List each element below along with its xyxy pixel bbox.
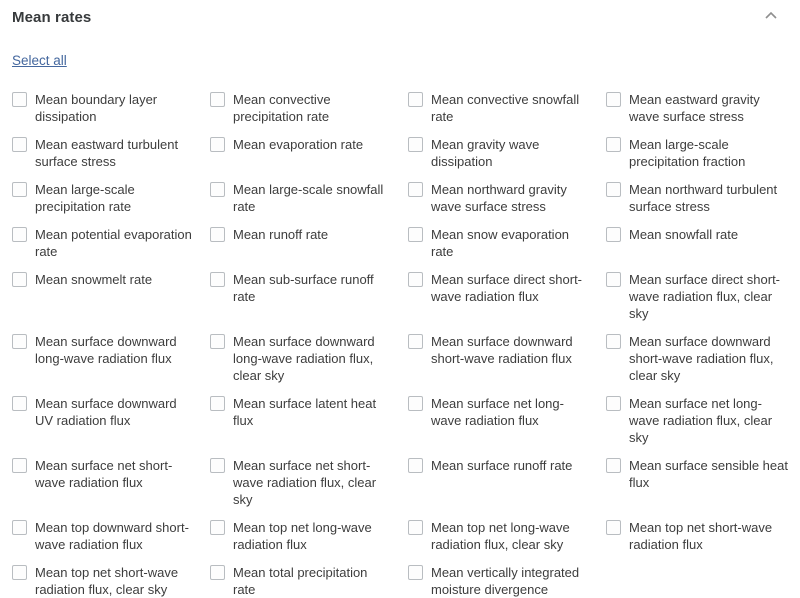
checkbox-item[interactable] [606,333,788,384]
checkbox-item[interactable] [210,136,392,153]
checkbox[interactable] [408,396,423,411]
checkbox[interactable] [210,565,225,580]
checkbox[interactable] [408,458,423,473]
checkbox-item[interactable] [408,226,590,260]
checkbox-label: Mean eastward turbulent surface stress [35,137,179,169]
checkbox[interactable] [12,92,27,107]
checkbox-label: Mean large-scale precipitation rate [35,182,135,214]
checkbox[interactable] [606,92,621,107]
section-header [12,9,788,26]
checkbox[interactable] [12,565,27,580]
checkbox[interactable] [210,334,225,349]
checkbox-label: Mean surface net short-wave radiation flux, clear sky [233,458,377,507]
checkbox-label: Mean top net long-wave radiation flux, clear sky [431,520,570,552]
checkbox-label: Mean surface latent heat flux [233,396,377,428]
checkbox-item[interactable] [606,91,788,125]
checkbox-label: Mean surface net long-wave radiation flux [431,396,564,428]
checkbox-item[interactable] [210,333,392,384]
checkbox[interactable] [210,182,225,197]
checkbox-item[interactable] [12,181,194,215]
checkbox-grid [12,91,788,598]
checkbox-item[interactable] [12,564,194,598]
checkbox[interactable] [210,396,225,411]
checkbox-label: Mean surface net long-wave radiation flux, clear sky [629,396,773,445]
checkbox-label: Mean convective snowfall rate [431,92,580,124]
checkbox-item[interactable] [210,181,392,215]
checkbox-label: Mean top downward short-wave radiation flux [35,520,189,552]
section-title: Mean rates [12,9,92,26]
checkbox-item[interactable] [408,457,590,474]
checkbox-item[interactable] [606,457,788,491]
checkbox-item[interactable] [408,136,590,170]
checkbox-item[interactable] [12,136,194,170]
checkbox[interactable] [12,227,27,242]
checkbox[interactable] [606,520,621,535]
checkbox-label: Mean top net short-wave radiation flux [629,520,773,552]
checkbox-label: Mean top net long-wave radiation flux [233,520,372,552]
checkbox-label: Mean evaporation rate [233,137,364,152]
checkbox-item[interactable] [606,226,788,243]
collapse-section-button[interactable] [760,9,782,22]
checkbox[interactable] [210,520,225,535]
checkbox[interactable] [408,182,423,197]
checkbox-item[interactable] [408,181,590,215]
checkbox-label: Mean sub-surface runoff rate [233,272,374,304]
checkbox-label: Mean total precipitation rate [233,565,368,597]
checkbox-label: Mean potential evaporation rate [35,227,192,259]
checkbox[interactable] [408,92,423,107]
checkbox[interactable] [606,182,621,197]
checkbox-item[interactable] [408,271,590,305]
checkbox[interactable] [408,227,423,242]
chevron-up-icon [764,8,778,23]
checkbox[interactable] [408,565,423,580]
checkbox-item[interactable] [12,457,194,491]
checkbox-item[interactable] [408,519,590,553]
checkbox-item[interactable] [12,271,194,288]
checkbox-item[interactable] [210,91,392,125]
checkbox-label: Mean boundary layer dissipation [35,92,158,124]
checkbox-item[interactable] [210,271,392,305]
checkbox-item[interactable] [606,136,788,170]
checkbox[interactable] [210,137,225,152]
checkbox-label: Mean large-scale precipitation fraction [629,137,746,169]
checkbox-label: Mean surface downward short-wave radiation flux [431,334,573,366]
checkbox-label: Mean surface downward long-wave radiation flux [35,334,177,366]
checkbox-label: Mean runoff rate [233,227,329,242]
checkbox-item[interactable] [210,226,392,243]
checkbox-item[interactable] [12,519,194,553]
checkbox-item[interactable] [12,333,194,367]
checkbox-item[interactable] [12,91,194,125]
checkbox-label: Mean snow evaporation rate [431,227,570,259]
checkbox-label: Mean surface direct short-wave radiation flux, clear sky [629,272,781,321]
checkbox[interactable] [606,227,621,242]
checkbox-item[interactable] [408,395,590,429]
checkbox-label: Mean surface downward short-wave radiation flux, clear sky [629,334,774,383]
checkbox-label: Mean top net short-wave radiation flux, clear sky [35,565,179,597]
checkbox-item[interactable] [606,271,788,322]
checkbox[interactable] [210,458,225,473]
checkbox-label: Mean surface sensible heat flux [629,458,788,490]
checkbox[interactable] [408,272,423,287]
checkbox-item[interactable] [210,395,392,429]
checkbox-item[interactable] [408,91,590,125]
checkbox[interactable] [210,227,225,242]
checkbox[interactable] [606,272,621,287]
checkbox-item[interactable] [606,181,788,215]
checkbox-label: Mean snowfall rate [629,227,739,242]
checkbox-label: Mean surface downward UV radiation flux [35,396,177,428]
checkbox-label: Mean snowmelt rate [35,272,153,287]
checkbox-item[interactable] [606,395,788,446]
checkbox-label: Mean eastward gravity wave surface stress [629,92,760,124]
checkbox-item[interactable] [408,333,590,367]
checkbox[interactable] [408,137,423,152]
checkbox-label: Mean gravity wave dissipation [431,137,540,169]
checkbox[interactable] [408,520,423,535]
checkbox[interactable] [12,396,27,411]
checkbox-item[interactable] [408,564,590,598]
checkbox-label: Mean surface downward long-wave radiation flux, clear sky [233,334,375,383]
checkbox[interactable] [606,137,621,152]
checkbox-label: Mean northward turbulent surface stress [629,182,778,214]
checkbox-item[interactable] [210,519,392,553]
checkbox[interactable] [12,272,27,287]
checkbox-label: Mean convective precipitation rate [233,92,331,124]
checkbox-item[interactable] [12,395,194,429]
checkbox-label: Mean northward gravity wave surface stress [431,182,567,214]
checkbox[interactable] [606,334,621,349]
checkbox-label: Mean large-scale snowfall rate [233,182,384,214]
checkbox[interactable] [12,334,27,349]
checkbox-item[interactable] [210,457,392,508]
select-all-link[interactable]: Select all [12,53,67,68]
checkbox-item[interactable] [210,564,392,598]
checkbox[interactable] [12,458,27,473]
checkbox-item[interactable] [12,226,194,260]
checkbox[interactable] [12,182,27,197]
checkbox[interactable] [210,92,225,107]
checkbox[interactable] [12,520,27,535]
checkbox[interactable] [12,137,27,152]
checkbox-item[interactable] [606,519,788,553]
checkbox-label: Mean vertically integrated moisture divergence [431,565,580,597]
checkbox-label: Mean surface runoff rate [431,458,573,473]
checkbox[interactable] [210,272,225,287]
checkbox-label: Mean surface net short-wave radiation flux [35,458,173,490]
checkbox[interactable] [408,334,423,349]
checkbox[interactable] [606,458,621,473]
checkbox[interactable] [606,396,621,411]
checkbox-label: Mean surface direct short-wave radiation flux [431,272,583,304]
